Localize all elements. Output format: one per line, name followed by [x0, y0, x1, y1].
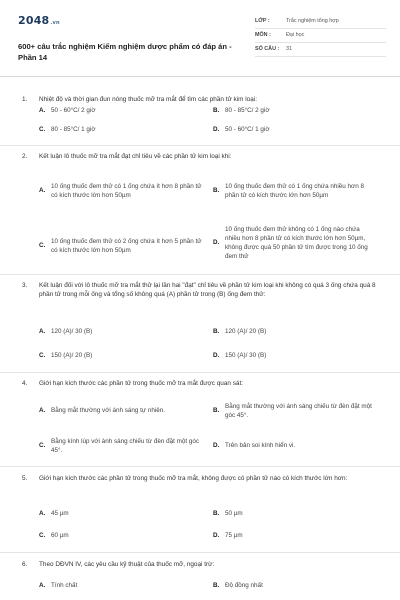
option-d[interactable]	[213, 438, 373, 454]
question-divider	[0, 372, 400, 373]
option-text: 60 µm	[51, 532, 69, 540]
option-b[interactable]	[213, 507, 373, 521]
option-label: D.	[213, 531, 220, 539]
option-text: Tính chất	[51, 582, 78, 590]
option-label: C.	[39, 441, 46, 449]
option-label: B.	[213, 509, 220, 517]
option-d[interactable]	[213, 220, 373, 266]
question-text: Giới hạn kích thước các phần tử trong thuốc mỡ tra mắt, không được có phần tử nào có kích thước lớn hơn:	[39, 475, 348, 482]
question-6	[22, 561, 377, 570]
option-c[interactable]	[39, 435, 207, 457]
option-label: B.	[213, 106, 220, 114]
question-number: 2.	[22, 153, 28, 160]
option-label: C.	[39, 241, 46, 249]
site-logo[interactable]	[18, 14, 60, 29]
option-a[interactable]	[39, 507, 199, 521]
question-divider	[0, 274, 400, 275]
option-text: 45 µm	[51, 510, 69, 518]
question-4	[22, 380, 377, 389]
option-b[interactable]	[213, 325, 373, 339]
option-d[interactable]	[213, 123, 373, 137]
option-b[interactable]	[213, 400, 373, 422]
option-a[interactable]	[39, 104, 199, 118]
option-label: D.	[213, 238, 220, 246]
question-number: 3.	[22, 282, 28, 289]
option-label: A.	[39, 186, 46, 194]
option-text: 10 ống thuốc đem thử có 1 ống chứa nhiều hơn 8 phần tử có kích thước lớn hơn 50µm	[225, 182, 364, 199]
question-3	[22, 282, 377, 299]
question-divider	[0, 466, 400, 467]
meta-row-count	[255, 43, 386, 57]
option-text: 10 ống thuốc đem thử không có 1 ống nào chứa nhiều hơn 8 phần tử có kích thước lớn hơn 50µm, không được quá 50 phần tử tìm được trong 10 ống đem thử	[225, 225, 368, 261]
document-header	[18, 12, 386, 68]
option-c[interactable]	[39, 349, 199, 363]
logo-text: 2048	[18, 14, 50, 27]
option-d[interactable]	[213, 349, 373, 363]
question-text: Theo DĐVN IV, các yêu cầu kỹ thuật của thuốc mỡ, ngoại trừ:	[39, 561, 215, 568]
option-label: C.	[39, 351, 46, 359]
option-text: 150 (A)/ 30 (B)	[225, 352, 267, 360]
meta-value: 31	[286, 45, 292, 52]
question-text: Giới hạn kích thước các phần tử trong thuốc mỡ tra mắt được quan sát:	[39, 380, 244, 387]
option-text: 50 - 60°C/ 1 giờ	[225, 126, 270, 134]
option-c[interactable]	[39, 123, 199, 137]
option-label: D.	[213, 125, 220, 133]
option-c[interactable]	[39, 529, 199, 543]
option-label: B.	[213, 581, 220, 589]
meta-key: LỚP :	[255, 17, 270, 24]
option-label: D.	[213, 441, 220, 449]
option-b[interactable]	[213, 104, 373, 118]
question-text: Nhiệt độ và thời gian đun nóng thuốc mỡ tra mắt để tìm các phần tử kim loại:	[39, 96, 257, 103]
header-divider	[0, 76, 400, 77]
question-divider	[0, 552, 400, 553]
option-text: 10 ống thuốc đem thử có 1 ống chứa ít hơn 8 phần tử có kích thước lớn hơn 50µm	[51, 182, 202, 199]
option-label: A.	[39, 509, 46, 517]
option-text: 80 - 85°C/ 2 giờ	[225, 107, 270, 115]
question-text: Kết luận đối với lô thuốc mỡ tra mắt thử lại lần hai "đạt" chỉ tiêu về phần tử kim loại khi không có quá 3 ống chứa quá 8 phần tử trong mỗi ống và tổng số không quá (A) phần tử trong (B) ống đem thử:	[39, 282, 376, 298]
option-text: 10 ống thuốc đem thử có 2 ống chứa ít hơn 5 phần tử có kích thước lớn hơn 50µm	[51, 237, 202, 254]
meta-value: Trắc nghiệm tổng hợp	[286, 17, 339, 24]
option-a[interactable]	[39, 402, 207, 420]
logo-suffix: .vn	[50, 20, 60, 26]
option-d[interactable]	[213, 529, 373, 543]
option-label: C.	[39, 125, 46, 133]
meta-row-class	[255, 15, 386, 29]
option-text: 50 µm	[225, 510, 243, 518]
meta-row-subject	[255, 29, 386, 43]
option-b[interactable]	[213, 579, 373, 593]
document-title: 600+ câu trắc nghiệm Kiểm nghiệm dược phẩm có đáp án - Phần 14	[18, 42, 232, 62]
meta-key: SỐ CÂU :	[255, 45, 280, 52]
question-divider	[0, 145, 400, 146]
option-label: D.	[213, 351, 220, 359]
option-label: A.	[39, 327, 46, 335]
question-5	[22, 475, 377, 484]
question-number: 6.	[22, 561, 28, 568]
option-text: 80 - 85°C/ 1 giờ	[51, 126, 96, 134]
option-a[interactable]	[39, 325, 199, 339]
option-c[interactable]	[39, 226, 207, 266]
question-text: Kết luận lô thuốc mỡ tra mắt đạt chỉ tiêu về các phần tử kim loại khi:	[39, 153, 232, 160]
meta-value: Đại học	[286, 31, 305, 38]
option-label: B.	[213, 327, 220, 335]
option-text: 120 (A)/ 20 (B)	[225, 328, 267, 336]
option-text: Bằng kính lúp với ánh sáng chiếu từ đèn đặt một góc 45°.	[51, 437, 200, 454]
question-number: 5.	[22, 475, 28, 482]
meta-key: MÔN :	[255, 31, 271, 38]
question-number: 4.	[22, 380, 28, 387]
question-2	[22, 153, 377, 162]
option-text: Độ đồng nhất	[225, 582, 263, 590]
option-label: A.	[39, 581, 46, 589]
meta-table	[255, 15, 386, 57]
option-text: Bằng mắt thường với ánh sáng tự nhiên.	[51, 407, 166, 415]
option-text: 150 (A)/ 20 (B)	[51, 352, 93, 360]
option-label: C.	[39, 531, 46, 539]
option-a[interactable]	[39, 579, 199, 593]
option-text: Trên bản soi kính hiển vi.	[225, 442, 296, 450]
question-number: 1.	[22, 96, 28, 103]
option-text: 75 µm	[225, 532, 243, 540]
option-text: 120 (A)/ 30 (B)	[51, 328, 93, 336]
option-a[interactable]	[39, 173, 207, 209]
option-text: Bằng mắt thường với ánh sáng chiếu từ đèn đặt một góc 45°.	[225, 402, 372, 419]
option-label: B.	[213, 406, 220, 414]
option-text: 50 - 60°C/ 2 giờ	[51, 107, 96, 115]
option-label: B.	[213, 186, 220, 194]
option-b[interactable]	[213, 173, 373, 209]
option-label: A.	[39, 406, 46, 414]
option-label: A.	[39, 106, 46, 114]
